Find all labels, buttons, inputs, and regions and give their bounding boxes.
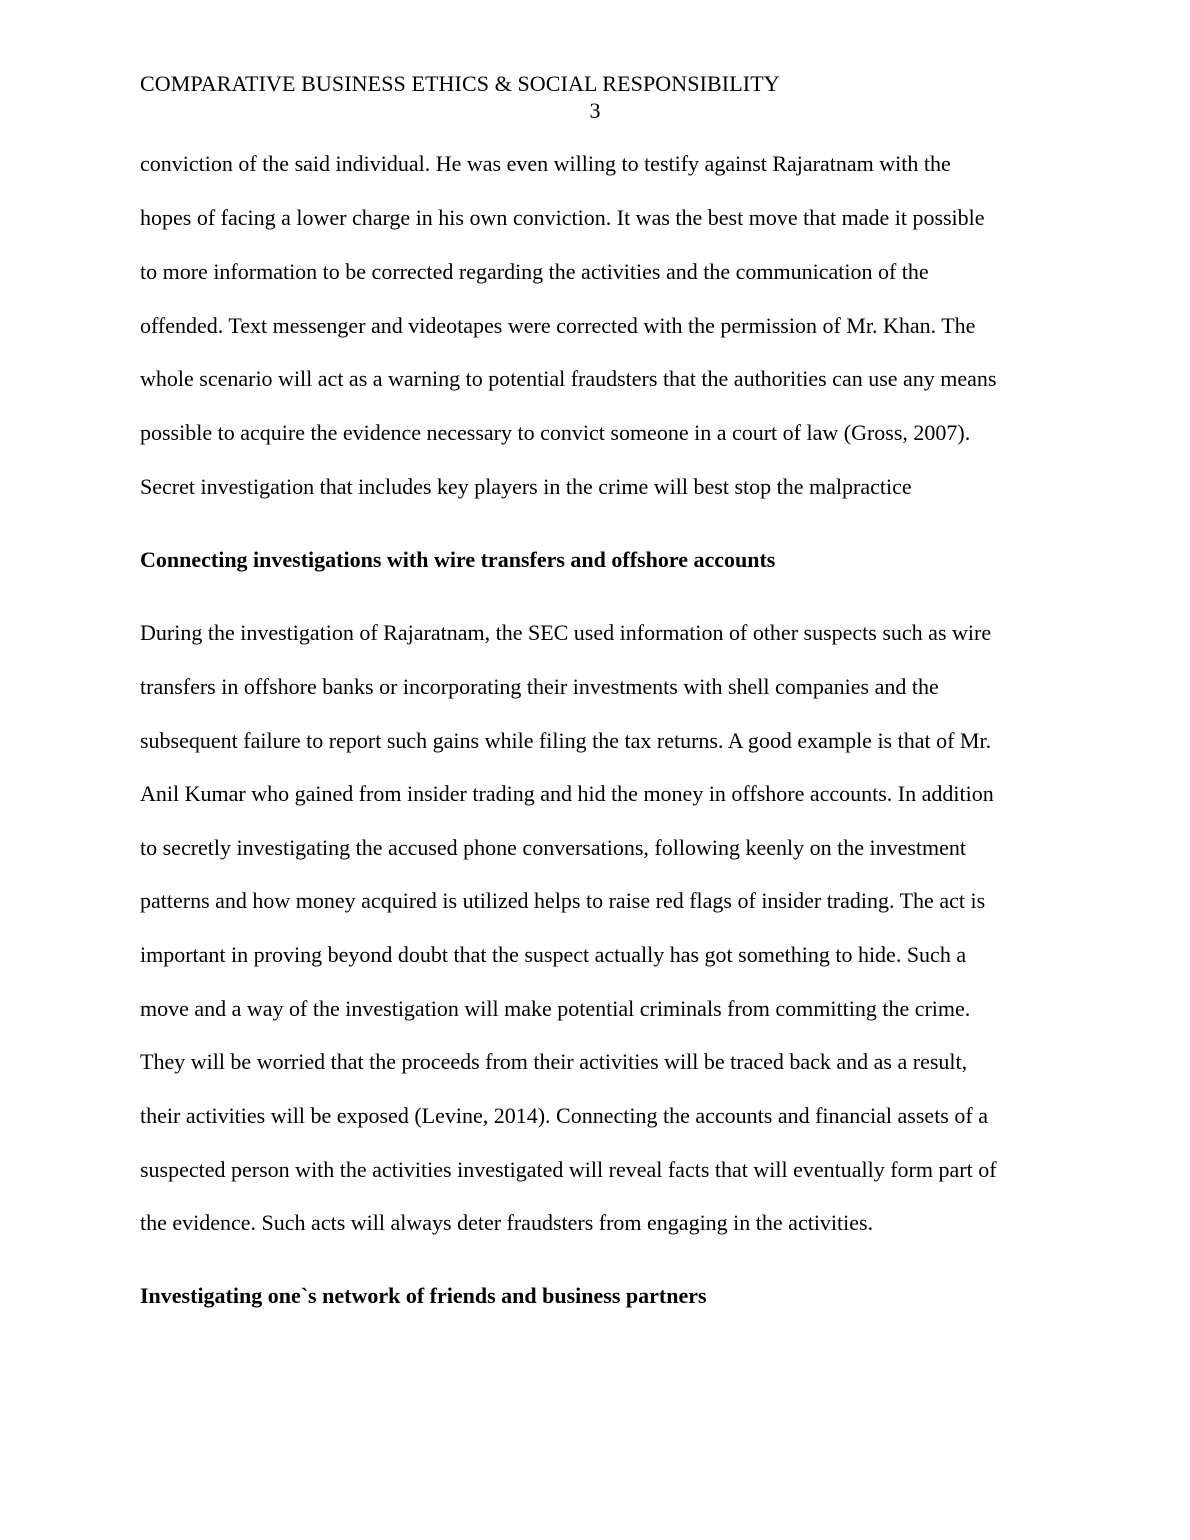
running-head: COMPARATIVE BUSINESS ETHICS & SOCIAL RESPONSIBILITY [140,71,780,96]
text-line: subsequent failure to report such gains while filing the tax returns. A good example is that of Mr. [140,728,992,753]
text-line: suspected person with the activities investigated will reveal facts that will eventually form part of [140,1157,997,1182]
text-line: important in proving beyond doubt that the suspect actually has got something to hide. Such a [140,942,967,967]
text-line: Anil Kumar who gained from insider trading and hid the money in offshore accounts. In addition [140,781,994,806]
text-line: the evidence. Such acts will always deter fraudsters from engaging in the activities. [140,1210,874,1235]
text-line: During the investigation of Rajaratnam, the SEC used information of other suspects such as wire [140,620,992,645]
text-line: their activities will be exposed (Levine, 2014). Connecting the accounts and financial assets of a [140,1103,988,1128]
text-line: move and a way of the investigation will make potential criminals from committing the crime. [140,996,971,1021]
text-line: offended. Text messenger and videotapes were corrected with the permission of Mr. Khan. The [140,313,976,338]
text-line: hopes of facing a lower charge in his own conviction. It was the best move that made it possible [140,205,985,230]
text-line: transfers in offshore banks or incorporating their investments with shell companies and the [140,674,939,699]
section-heading-wire-transfers: Connecting investigations with wire transfers and offshore accounts [140,547,776,572]
text-line: whole scenario will act as a warning to potential fraudsters that the authorities can use any means [140,366,997,391]
text-line: They will be worried that the proceeds from their activities will be traced back and as a result, [140,1049,968,1074]
text-line: conviction of the said individual. He was even willing to testify against Rajaratnam with the [140,151,951,176]
section-heading-network: Investigating one`s network of friends and business partners [140,1283,707,1308]
text-line: possible to acquire the evidence necessary to convict someone in a court of law (Gross, 2007). [140,420,971,445]
text-line: to more information to be corrected regarding the activities and the communication of the [140,259,929,284]
page-number: 3 [589,98,601,123]
text-line: patterns and how money acquired is utilized helps to raise red flags of insider trading. The act is [140,888,986,913]
text-line: to secretly investigating the accused phone conversations, following keenly on the investment [140,835,967,860]
text-line: Secret investigation that includes key players in the crime will best stop the malpractice [140,474,912,499]
